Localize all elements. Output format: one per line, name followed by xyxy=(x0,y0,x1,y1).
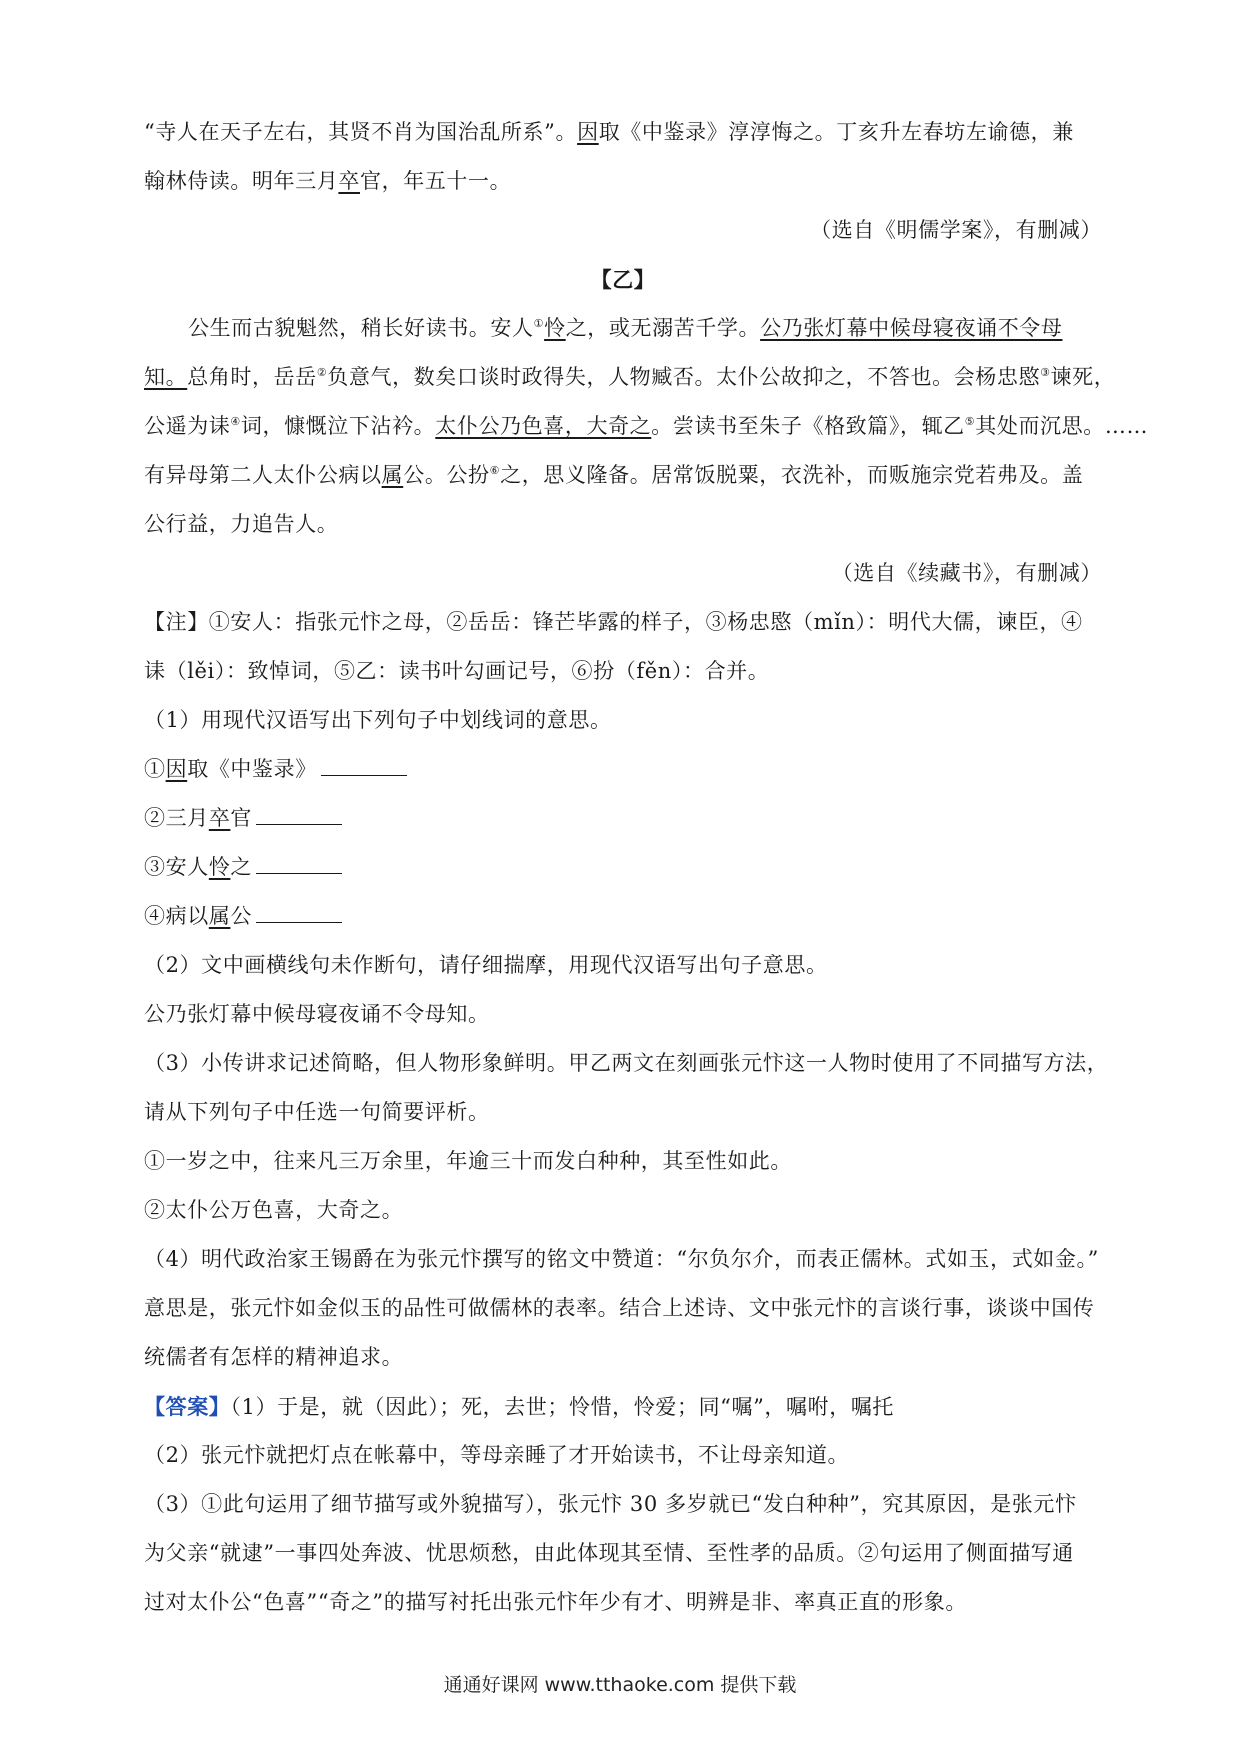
passage-b-line-1 xyxy=(144,304,1102,353)
text-segment: 公遥为诔 xyxy=(144,414,231,438)
footnote-marker: ④ xyxy=(230,415,241,428)
text-segment: 翰林侍读。明年三月 xyxy=(144,169,339,193)
footnote-marker: ① xyxy=(533,317,545,330)
text-segment: 有异母第二人太仆公病以 xyxy=(144,463,382,487)
footnote-marker: ② xyxy=(316,366,328,379)
passage-b-line-5: 公行益，力追告人。 xyxy=(144,512,339,536)
answer-line-5: 过对太仆公“色喜”“奇之”的描写衬托出张元忭年少有才、明辨是非、率真正直的形象。 xyxy=(144,1590,967,1614)
text-segment: 官 xyxy=(230,806,253,830)
answer-tag: 【答案】 xyxy=(144,1394,231,1419)
answer-line-3: （3）①此句运用了细节描写或外貌描写），张元忭 30 多岁就已“发白种种”，究其原因，是张元忭 xyxy=(144,1492,1077,1516)
answer-line-2: （2）张元忭就把灯点在帐幕中，等母亲睡了才开始读书，不让母亲知道。 xyxy=(144,1443,850,1467)
text-segment: ① xyxy=(144,757,166,781)
answer-blank xyxy=(256,806,342,825)
text-segment: （1）于是，就（因此）；死，去世；怜惜，怜爱；同“嘱”，嘱咐，嘱托 xyxy=(230,1395,895,1419)
notes-line-2: 诔（lěi）：致悼词，⑤乙：读书叶勾画记号，⑥扮（fěn）：合并。 xyxy=(144,659,770,683)
passage-b-heading: 【乙】 xyxy=(590,267,656,292)
underlined-sentence: 公乃张灯幕中候母寝夜诵不令母 xyxy=(760,316,1063,340)
underlined-word: 属 xyxy=(208,904,231,928)
text-segment: 公。公扮 xyxy=(403,463,490,487)
question-4-line-3: 统儒者有怎样的精神追求。 xyxy=(144,1345,404,1369)
underlined-word: 属 xyxy=(381,463,404,487)
question-1-item-2 xyxy=(144,794,1102,843)
underlined-word: 因 xyxy=(577,120,599,144)
answer-line-1 xyxy=(144,1382,1102,1431)
text-segment: 之，思义隆备。居常饭脱粟，衣洗补，而贩施宗党若弗及。盖 xyxy=(500,463,1084,487)
text-segment: ②三月 xyxy=(144,806,209,830)
question-2-sentence: 公乃张灯幕中候母寝夜诵不令母知。 xyxy=(144,1002,490,1026)
passage-a-line-1 xyxy=(144,108,1102,157)
text-segment: 之 xyxy=(230,855,253,879)
question-3-option-1: ①一岁之中，往来凡三万余里，年逾三十而发白种种，其至性如此。 xyxy=(144,1149,792,1173)
notes-line-1: 【注】①安人：指张元忭之母，②岳岳：锋芒毕露的样子，③杨忠愍（mǐn）：明代大儒，谏臣，④ xyxy=(144,610,1083,634)
question-3-line-2: 请从下列句子中任选一句简要评析。 xyxy=(144,1100,490,1124)
passage-a-line-2 xyxy=(144,157,1102,206)
passage-b-line-3 xyxy=(144,402,1149,451)
question-2-stem: （2）文中画横线句未作断句，请仔细揣摩，用现代汉语写出句子意思。 xyxy=(144,953,828,977)
text-segment: 负意气，数矣口谈时政得失，人物臧否。太仆公故抑之，不答也。会杨忠愍 xyxy=(327,365,1041,389)
footnote-marker: ⑥ xyxy=(489,464,501,477)
text-segment: 公生而古貌魁然，稍长好读书。安人 xyxy=(188,316,534,340)
question-1-item-1 xyxy=(144,745,1102,794)
passage-b-line-2 xyxy=(144,353,1116,402)
text-segment: “寺人在天子左右，其贤不肖为国治乱所系”。 xyxy=(144,120,578,144)
text-segment: 之，或无溺苦千学。 xyxy=(565,316,761,340)
underlined-sentence: 知。 xyxy=(144,365,188,389)
text-segment: 总角时，岳岳 xyxy=(187,365,317,389)
passage-b-source: （选自《续藏书》，有删减） xyxy=(831,561,1102,585)
text-segment: 公 xyxy=(230,904,253,928)
text-segment: 其处而沉思。…… xyxy=(975,414,1149,438)
question-4-line-1: （4）明代政治家王锡爵在为张元忭撰写的铭文中赞道：“尔负尔介，而表正儒林。式如玉，式如金。” xyxy=(144,1247,1099,1271)
question-4-line-2: 意思是，张元忭如金似玉的品性可做儒林的表率。结合上述诗、文中张元忭的言谈行事，谈谈中国传 xyxy=(144,1296,1095,1320)
passage-b-line-4 xyxy=(144,451,1102,500)
text-segment: 官，年五十一。 xyxy=(360,169,512,193)
underlined-word: 卒 xyxy=(208,806,231,830)
text-segment: 取《中鉴录》 xyxy=(187,757,317,781)
underlined-sentence: 太仆公乃色喜，大奇之 xyxy=(435,414,652,438)
document-body xyxy=(144,108,1149,1627)
text-segment: 取《中鉴录》淳淳悔之。丁亥升左春坊左谕德，兼 xyxy=(598,120,1074,144)
question-1-item-4 xyxy=(144,892,1102,941)
question-3-line-1: （3）小传讲求记述简略，但人物形象鲜明。甲乙两文在刻画张元忭这一人物时使用了不同描写方法， xyxy=(144,1051,1109,1075)
answer-line-4: 为父亲“就逮”一事四处奔波、忧思烦愁，由此体现其至情、至性孝的品质。②句运用了侧面描写通 xyxy=(144,1541,1074,1565)
passage-a-source: （选自《明儒学案》，有删减） xyxy=(810,218,1102,242)
question-3-option-2: ②太仆公万色喜，大奇之。 xyxy=(144,1198,404,1222)
page-footer: 通通好课网 www.tthaoke.com 提供下载 xyxy=(443,1674,797,1696)
underlined-word: 卒 xyxy=(338,169,361,193)
text-segment: 谏死， xyxy=(1050,365,1116,389)
question-1-stem: （1）用现代汉语写出下列句子中划线词的意思。 xyxy=(144,708,612,732)
text-segment: 。尝读书至朱子《格致篇》，辄乙 xyxy=(651,414,965,438)
answer-blank xyxy=(256,904,342,923)
underlined-word: 因 xyxy=(165,757,188,781)
text-segment: ③安人 xyxy=(144,855,209,879)
text-segment: ④病以 xyxy=(144,904,209,928)
footnote-marker: ③ xyxy=(1040,366,1051,379)
question-1-item-3 xyxy=(144,843,1102,892)
text-segment: 词，慷慨泣下沾衿。 xyxy=(240,414,436,438)
underlined-word: 怜 xyxy=(544,316,566,340)
answer-blank xyxy=(321,757,407,776)
underlined-word: 怜 xyxy=(208,855,231,879)
footnote-marker: ⑤ xyxy=(964,415,976,428)
answer-blank xyxy=(256,855,342,874)
